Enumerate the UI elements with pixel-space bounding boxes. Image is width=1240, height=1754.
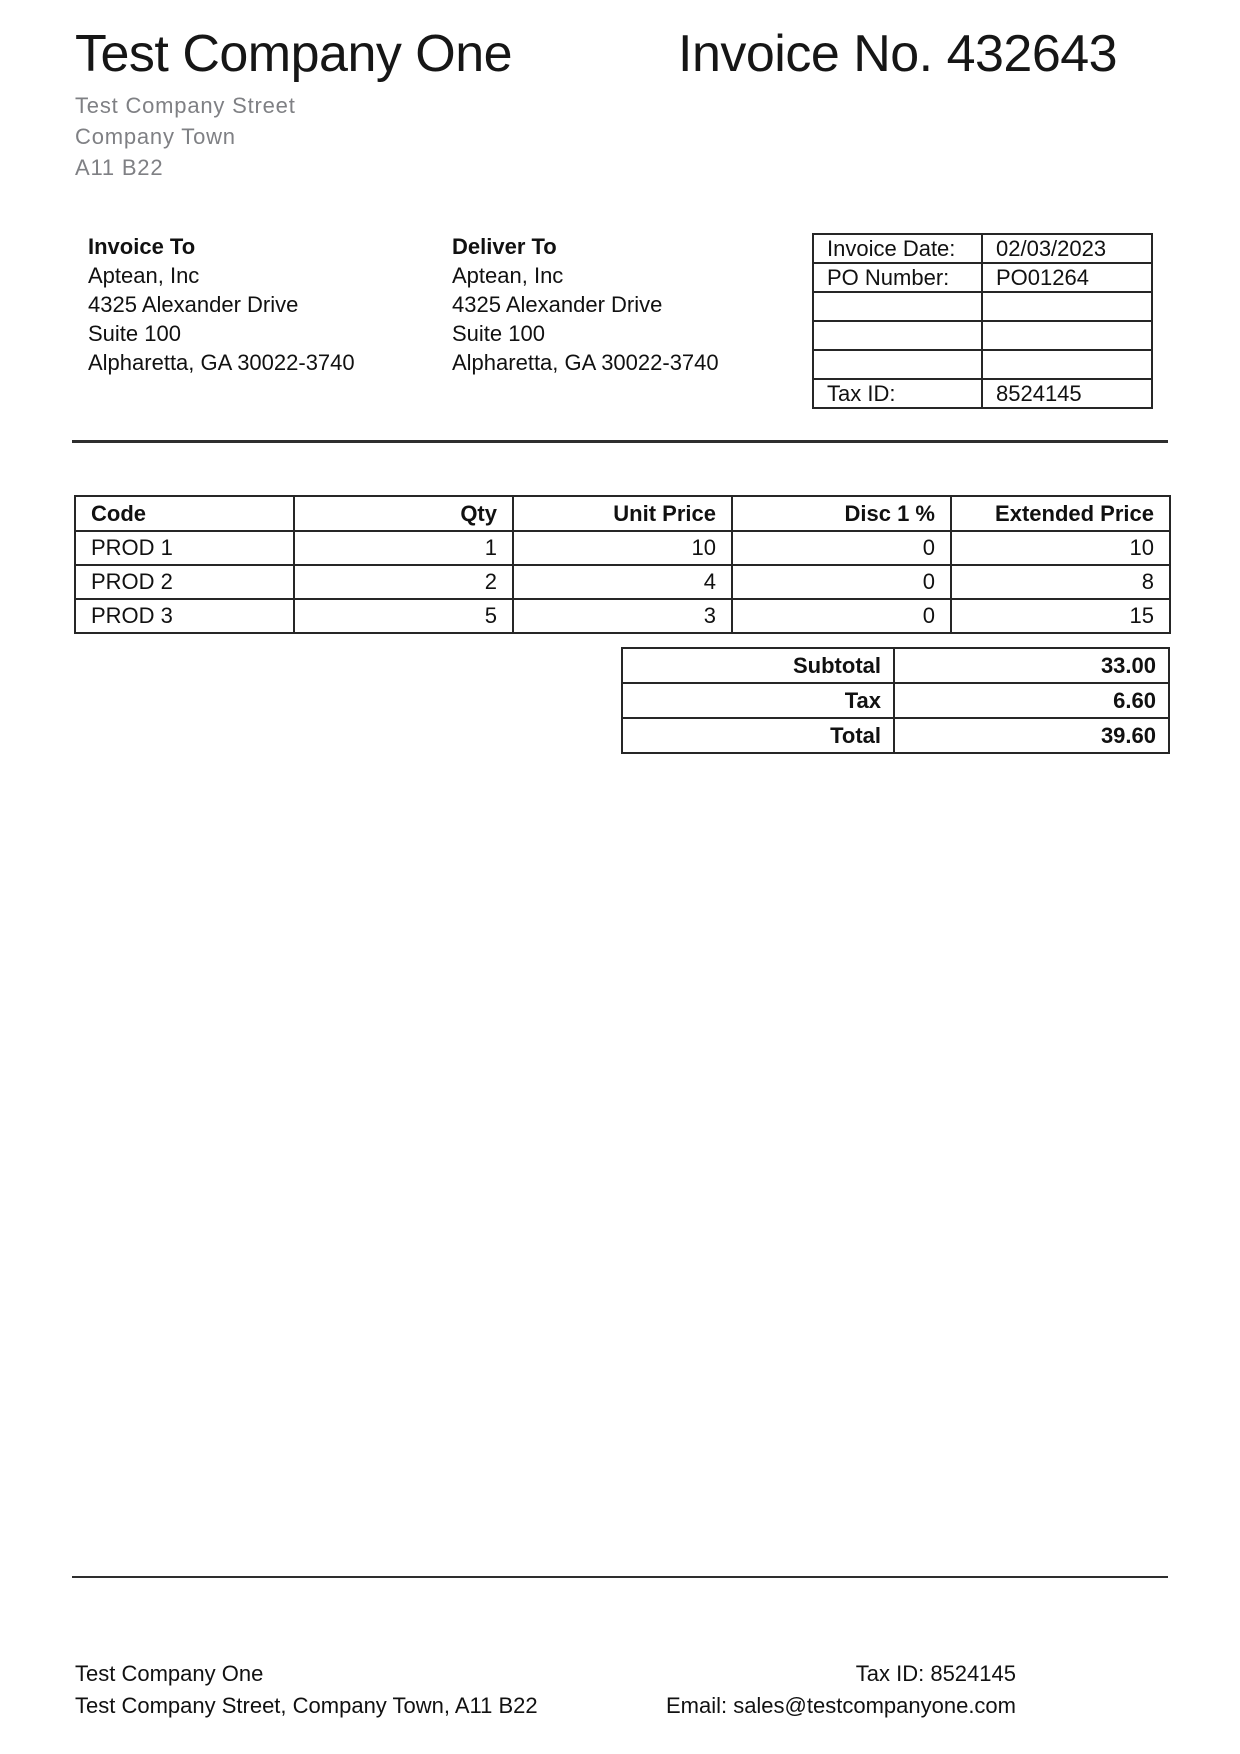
item-unit-price: 10 — [513, 531, 732, 565]
footer-tax-id: Tax ID: 8524145 — [855, 1661, 1016, 1686]
item-disc: 0 — [732, 599, 951, 633]
column-header-disc: Disc 1 % — [732, 496, 951, 531]
subtotal-label: Subtotal — [622, 648, 894, 683]
deliver-to-line: Aptean, Inc — [452, 263, 564, 288]
meta-value — [982, 292, 1152, 321]
column-header-unit-price: Unit Price — [513, 496, 732, 531]
table-row — [622, 718, 1169, 753]
meta-label — [813, 350, 982, 379]
total-label: Total — [622, 718, 894, 753]
column-header-qty: Qty — [294, 496, 513, 531]
total-value: 39.60 — [894, 718, 1169, 753]
subtotal-value: 33.00 — [894, 648, 1169, 683]
invoice-to-heading: Invoice To — [88, 234, 196, 259]
item-extended-price: 10 — [951, 531, 1170, 565]
invoice-to-line: Aptean, Inc — [88, 263, 200, 288]
item-code: PROD 3 — [75, 599, 294, 633]
meta-value — [982, 350, 1152, 379]
company-address-line: A11 B22 — [75, 155, 164, 180]
table-row — [813, 263, 1152, 292]
meta-value: 02/03/2023 — [982, 234, 1152, 263]
table-row — [813, 350, 1152, 379]
table-row — [622, 648, 1169, 683]
line-items-table — [74, 495, 1171, 634]
footer-contact-block — [666, 1658, 1016, 1722]
page-title: Test Company One — [75, 25, 513, 83]
invoice-number: Invoice No. 432643 — [678, 25, 1118, 83]
deliver-to-block — [452, 232, 719, 377]
meta-label: Tax ID: — [813, 379, 982, 408]
item-unit-price: 3 — [513, 599, 732, 633]
tax-label: Tax — [622, 683, 894, 718]
invoice-meta-table — [812, 233, 1153, 409]
column-header-extended-price: Extended Price — [951, 496, 1170, 531]
meta-label — [813, 321, 982, 350]
table-row — [75, 531, 1170, 565]
footer-email: Email: sales@testcompanyone.com — [665, 1693, 1016, 1718]
item-disc: 0 — [732, 531, 951, 565]
footer-company-address: Test Company Street, Company Town, A11 B22 — [75, 1693, 538, 1718]
item-unit-price: 4 — [513, 565, 732, 599]
deliver-to-line: Alpharetta, GA 30022-3740 — [452, 350, 719, 375]
table-header-row — [75, 496, 1170, 531]
deliver-to-heading: Deliver To — [452, 234, 557, 259]
table-row — [813, 234, 1152, 263]
item-qty: 5 — [294, 599, 513, 633]
company-address-line: Test Company Street — [75, 93, 296, 118]
item-code: PROD 1 — [75, 531, 294, 565]
item-code: PROD 2 — [75, 565, 294, 599]
item-disc: 0 — [732, 565, 951, 599]
table-row — [75, 599, 1170, 633]
company-address-line: Company Town — [75, 124, 236, 149]
header-separator-rule — [72, 440, 1168, 443]
meta-value — [982, 321, 1152, 350]
table-row — [813, 292, 1152, 321]
table-row — [622, 683, 1169, 718]
column-header-code: Code — [75, 496, 294, 531]
table-row — [813, 379, 1152, 408]
table-row — [813, 321, 1152, 350]
meta-label: Invoice Date: — [813, 234, 982, 263]
meta-label: PO Number: — [813, 263, 982, 292]
deliver-to-line: Suite 100 — [452, 321, 545, 346]
invoice-to-line: Alpharetta, GA 30022-3740 — [88, 350, 355, 375]
tax-value: 6.60 — [894, 683, 1169, 718]
company-address — [75, 90, 296, 183]
totals-table — [621, 647, 1170, 754]
footer-company-block — [75, 1658, 538, 1722]
invoice-to-line: 4325 Alexander Drive — [88, 292, 299, 317]
meta-label — [813, 292, 982, 321]
table-row — [75, 565, 1170, 599]
invoice-to-line: Suite 100 — [88, 321, 181, 346]
invoice-to-block — [88, 232, 355, 377]
footer-separator-rule — [72, 1576, 1168, 1578]
item-qty: 1 — [294, 531, 513, 565]
item-qty: 2 — [294, 565, 513, 599]
meta-value: 8524145 — [982, 379, 1152, 408]
meta-value: PO01264 — [982, 263, 1152, 292]
deliver-to-line: 4325 Alexander Drive — [452, 292, 663, 317]
item-extended-price: 15 — [951, 599, 1170, 633]
footer-company-name: Test Company One — [75, 1661, 264, 1686]
item-extended-price: 8 — [951, 565, 1170, 599]
